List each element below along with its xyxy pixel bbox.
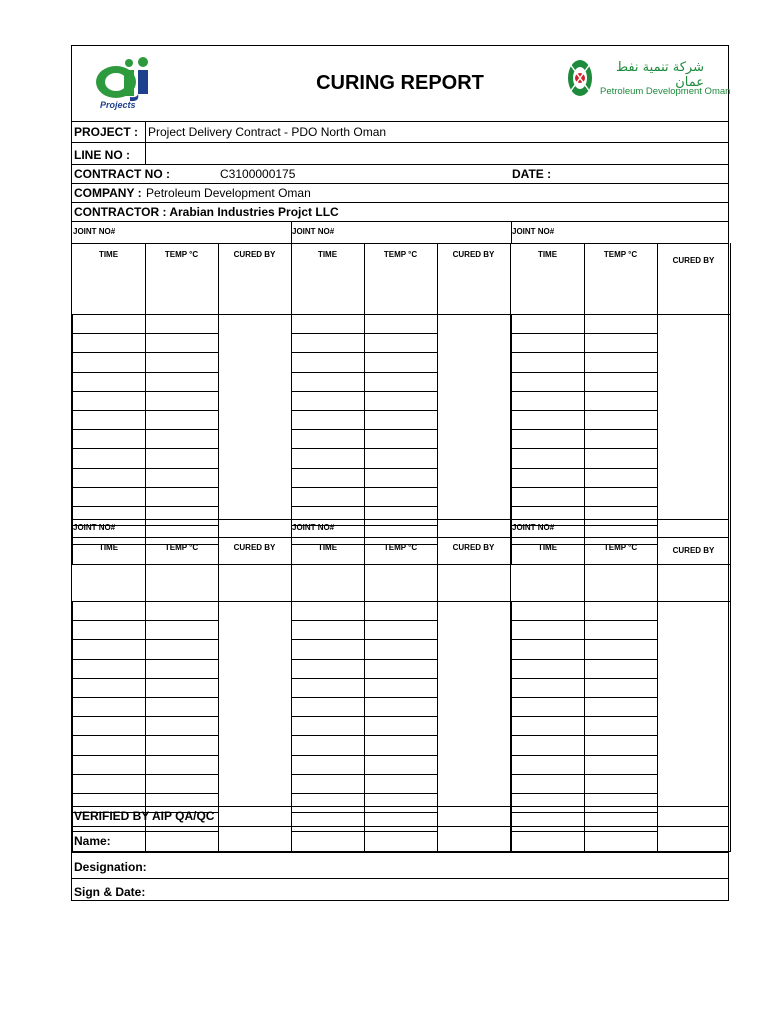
aij-logo-text: Projects — [100, 100, 136, 110]
page-title: CURING REPORT — [316, 72, 484, 94]
time-cell[interactable] — [291, 620, 365, 640]
temp-cell[interactable] — [145, 678, 219, 698]
contract-no-value[interactable]: C3100000175 — [220, 167, 296, 181]
time-cell[interactable] — [72, 716, 146, 736]
time-cell[interactable] — [511, 659, 585, 679]
time-cell[interactable] — [511, 352, 585, 372]
temp-cell[interactable] — [145, 448, 219, 468]
temp-cell[interactable] — [364, 793, 438, 813]
time-cell[interactable] — [511, 410, 585, 430]
time-cell[interactable] — [511, 735, 585, 755]
temp-cell[interactable] — [584, 314, 658, 334]
time-cell[interactable] — [72, 774, 146, 794]
time-cell[interactable] — [72, 620, 146, 640]
designation-field[interactable] — [162, 854, 722, 876]
company-row — [74, 186, 311, 200]
time-cell[interactable] — [291, 448, 365, 468]
temp-cell[interactable] — [145, 391, 219, 411]
temp-cell[interactable] — [584, 774, 658, 794]
column-header-temp: TEMP °C — [383, 543, 418, 552]
temp-cell[interactable] — [145, 601, 219, 621]
project-value[interactable]: Project Delivery Contract - PDO North Oman — [148, 125, 387, 139]
time-cell[interactable] — [291, 659, 365, 679]
cured-by-cell[interactable] — [657, 601, 731, 852]
time-cell[interactable] — [511, 601, 585, 621]
temp-cell[interactable] — [364, 333, 438, 353]
joint-no-label: JOINT NO# — [512, 523, 555, 532]
time-cell[interactable] — [72, 314, 146, 334]
time-cell[interactable] — [291, 333, 365, 353]
temp-cell[interactable] — [584, 678, 658, 698]
temp-cell[interactable] — [584, 448, 658, 468]
time-cell[interactable] — [511, 639, 585, 659]
column-header-time: TIME — [537, 250, 558, 259]
temp-cell[interactable] — [145, 333, 219, 353]
column-header-temp: TEMP °C — [383, 250, 418, 259]
time-cell[interactable] — [291, 735, 365, 755]
company-label: COMPANY : — [74, 186, 142, 200]
time-cell[interactable] — [511, 755, 585, 775]
time-cell[interactable] — [291, 410, 365, 430]
temp-cell[interactable] — [584, 659, 658, 679]
contractor-label: CONTRACTOR : Arabian Industries Projct LLC — [74, 205, 339, 219]
temp-cell[interactable] — [145, 716, 219, 736]
column-header-time: TIME — [537, 543, 558, 552]
time-cell[interactable] — [511, 468, 585, 488]
time-cell[interactable] — [72, 659, 146, 679]
project-label: PROJECT : — [74, 125, 139, 139]
time-cell[interactable] — [291, 697, 365, 717]
temp-cell[interactable] — [145, 468, 219, 488]
line-no-label: LINE NO : — [74, 148, 130, 162]
time-cell[interactable] — [291, 601, 365, 621]
time-cell[interactable] — [511, 620, 585, 640]
time-cell[interactable] — [72, 468, 146, 488]
time-cell[interactable] — [291, 678, 365, 698]
column-header-time: TIME — [317, 250, 338, 259]
temp-cell[interactable] — [584, 639, 658, 659]
temp-cell[interactable] — [364, 352, 438, 372]
time-cell[interactable] — [291, 372, 365, 392]
time-cell[interactable] — [72, 601, 146, 621]
name-field[interactable] — [132, 828, 722, 850]
time-cell[interactable] — [511, 793, 585, 813]
contract-no-label: CONTRACT NO : — [74, 167, 170, 181]
temp-cell[interactable] — [584, 697, 658, 717]
time-cell[interactable] — [72, 697, 146, 717]
temp-cell[interactable] — [145, 372, 219, 392]
time-cell[interactable] — [72, 735, 146, 755]
column-header-cured-by: CURED BY — [233, 250, 276, 259]
time-cell[interactable] — [291, 468, 365, 488]
joint-no-label: JOINT NO# — [73, 523, 116, 532]
temp-cell[interactable] — [145, 735, 219, 755]
temp-cell[interactable] — [364, 372, 438, 392]
time-cell[interactable] — [291, 716, 365, 736]
time-cell[interactable] — [511, 487, 585, 507]
time-cell[interactable] — [291, 314, 365, 334]
temp-cell[interactable] — [364, 774, 438, 794]
temp-cell[interactable] — [584, 716, 658, 736]
temp-cell[interactable] — [145, 755, 219, 775]
sign-date-field[interactable] — [162, 880, 722, 898]
temp-cell[interactable] — [584, 352, 658, 372]
pdo-arabic-name: شركة تنمية نفط عمان — [616, 60, 704, 90]
temp-cell[interactable] — [145, 639, 219, 659]
time-cell[interactable] — [511, 697, 585, 717]
column-header-temp: TEMP °C — [603, 250, 638, 259]
temp-cell[interactable] — [584, 755, 658, 775]
time-cell[interactable] — [72, 391, 146, 411]
time-cell[interactable] — [291, 487, 365, 507]
temp-cell[interactable] — [145, 659, 219, 679]
temp-cell[interactable] — [584, 793, 658, 813]
joint-block-1 — [72, 221, 730, 519]
temp-cell[interactable] — [364, 735, 438, 755]
temp-cell[interactable] — [584, 372, 658, 392]
line-no-field[interactable] — [146, 143, 728, 163]
time-cell[interactable] — [511, 314, 585, 334]
pdo-logo — [566, 56, 731, 106]
joint-no-label: JOINT NO# — [292, 227, 335, 236]
designation-label: Designation: — [74, 860, 147, 874]
time-cell[interactable] — [291, 755, 365, 775]
column-header-temp: TEMP °C — [603, 543, 638, 552]
time-cell[interactable] — [291, 639, 365, 659]
column-header-cured-by: CURED BY — [672, 256, 715, 265]
temp-cell[interactable] — [584, 601, 658, 621]
temp-cell[interactable] — [364, 468, 438, 488]
time-cell[interactable] — [72, 352, 146, 372]
temp-cell[interactable] — [145, 352, 219, 372]
pdo-logo-text: Petroleum Development Oman — [600, 86, 731, 97]
temp-cell[interactable] — [145, 410, 219, 430]
time-cell[interactable] — [291, 793, 365, 813]
time-cell[interactable] — [511, 448, 585, 468]
temp-cell[interactable] — [584, 620, 658, 640]
time-cell[interactable] — [511, 716, 585, 736]
temp-cell[interactable] — [364, 659, 438, 679]
temp-cell[interactable] — [364, 755, 438, 775]
temp-cell[interactable] — [584, 410, 658, 430]
time-cell[interactable] — [291, 774, 365, 794]
column-header-time: TIME — [317, 543, 338, 552]
temp-cell[interactable] — [145, 314, 219, 334]
time-cell[interactable] — [511, 774, 585, 794]
temp-cell[interactable] — [145, 620, 219, 640]
curing-report-sheet — [71, 45, 729, 901]
cured-by-cell[interactable] — [437, 601, 511, 852]
temp-cell[interactable] — [364, 639, 438, 659]
temp-cell[interactable] — [584, 487, 658, 507]
temp-cell[interactable] — [584, 468, 658, 488]
joint-block-2 — [72, 519, 730, 806]
time-cell[interactable] — [72, 429, 146, 449]
temp-cell[interactable] — [364, 678, 438, 698]
column-header-temp: TEMP °C — [164, 250, 199, 259]
time-cell[interactable] — [72, 448, 146, 468]
column-header-cured-by: CURED BY — [233, 543, 276, 552]
joint-no-label: JOINT NO# — [512, 227, 555, 236]
temp-cell[interactable] — [364, 391, 438, 411]
date-label: DATE : — [512, 167, 552, 181]
temp-cell[interactable] — [584, 429, 658, 449]
joint-no-label: JOINT NO# — [73, 227, 116, 236]
temp-cell[interactable] — [145, 697, 219, 717]
temp-cell[interactable] — [364, 716, 438, 736]
time-cell[interactable] — [511, 391, 585, 411]
verified-by-label: VERIFIED BY AIP QA/QC — [74, 809, 215, 823]
cured-by-cell[interactable] — [218, 601, 292, 852]
time-cell[interactable] — [72, 639, 146, 659]
company-value[interactable]: Petroleum Development Oman — [146, 186, 311, 200]
joint-no-label: JOINT NO# — [292, 523, 335, 532]
pdo-emblem-icon — [566, 58, 594, 98]
temp-cell[interactable] — [364, 448, 438, 468]
time-cell[interactable] — [511, 333, 585, 353]
temp-cell[interactable] — [145, 487, 219, 507]
time-cell[interactable] — [511, 429, 585, 449]
time-cell[interactable] — [291, 352, 365, 372]
temp-cell[interactable] — [145, 774, 219, 794]
temp-cell[interactable] — [584, 735, 658, 755]
time-cell[interactable] — [72, 410, 146, 430]
temp-cell[interactable] — [584, 333, 658, 353]
temp-cell[interactable] — [364, 620, 438, 640]
temp-cell[interactable] — [364, 429, 438, 449]
column-header-cured-by: CURED BY — [452, 250, 495, 259]
time-cell[interactable] — [511, 372, 585, 392]
time-cell[interactable] — [72, 755, 146, 775]
name-label: Name: — [74, 834, 111, 848]
column-header-temp: TEMP °C — [164, 543, 199, 552]
temp-cell[interactable] — [145, 429, 219, 449]
time-cell[interactable] — [72, 372, 146, 392]
time-cell[interactable] — [72, 487, 146, 507]
time-cell[interactable] — [291, 429, 365, 449]
column-header-cured-by: CURED BY — [672, 546, 715, 555]
temp-cell[interactable] — [364, 410, 438, 430]
temp-cell[interactable] — [584, 391, 658, 411]
temp-cell[interactable] — [364, 697, 438, 717]
column-header-cured-by: CURED BY — [452, 543, 495, 552]
date-field[interactable] — [562, 165, 722, 182]
temp-cell[interactable] — [364, 601, 438, 621]
column-header-time: TIME — [98, 250, 119, 259]
temp-cell[interactable] — [364, 314, 438, 334]
time-cell[interactable] — [511, 678, 585, 698]
column-header-time: TIME — [98, 543, 119, 552]
time-cell[interactable] — [72, 678, 146, 698]
temp-cell[interactable] — [364, 487, 438, 507]
sign-date-label: Sign & Date: — [74, 885, 146, 899]
time-cell[interactable] — [291, 391, 365, 411]
time-cell[interactable] — [72, 333, 146, 353]
